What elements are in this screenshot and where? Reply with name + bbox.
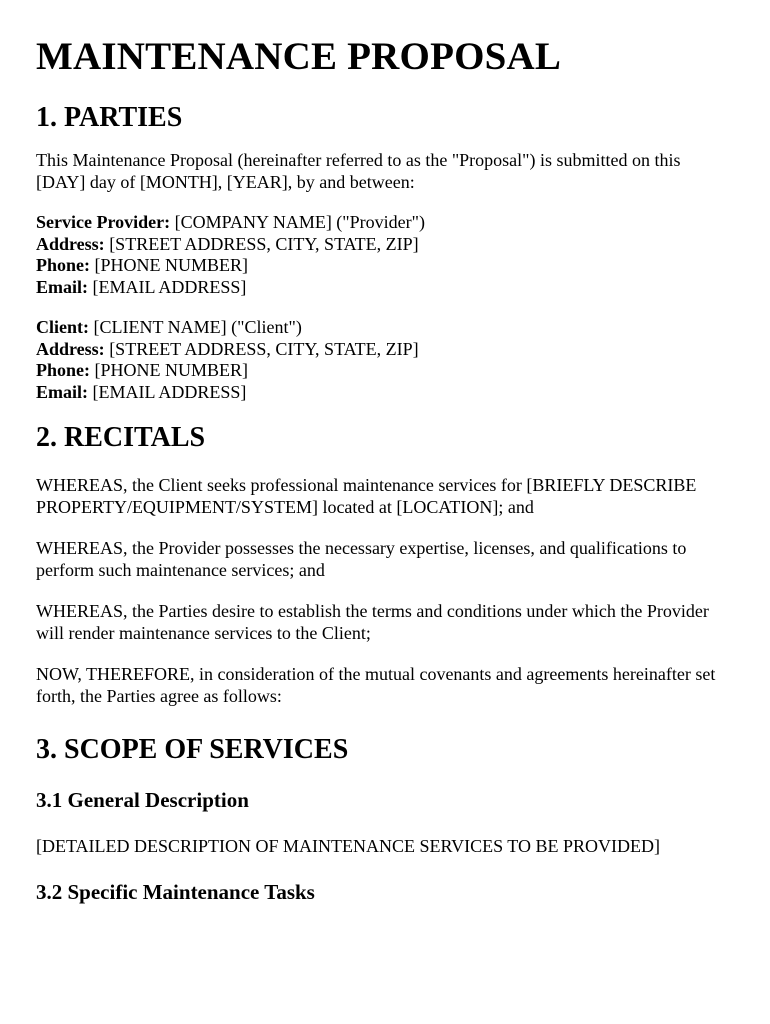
provider-address-value: [STREET ADDRESS, CITY, STATE, ZIP] xyxy=(104,233,419,254)
provider-email-label: Email: xyxy=(36,276,88,297)
client-email-value: [EMAIL ADDRESS] xyxy=(88,381,247,402)
provider-name-label: Service Provider: xyxy=(36,212,171,232)
client-address-line xyxy=(36,339,734,361)
client-address-label: Address: xyxy=(36,338,105,359)
client-email-line xyxy=(36,382,734,404)
provider-phone-line xyxy=(36,255,734,277)
client-name-value: [CLIENT NAME] ("Client") xyxy=(89,317,302,337)
client-phone-value: [PHONE NUMBER] xyxy=(90,360,249,380)
general-description-paragraph: [DETAILED DESCRIPTION OF MAINTENANCE SERVICES TO BE PROVIDED] xyxy=(36,836,660,856)
recital-paragraph: NOW, THEREFORE, in consideration of the mutual covenants and agreements hereinafter set forth, the Parties agree as follows: xyxy=(36,664,716,706)
provider-email-line xyxy=(36,277,734,299)
subsection-heading-general-description: 3.1 General Description xyxy=(36,788,249,812)
provider-phone-label: Phone: xyxy=(36,255,90,275)
client-address-value: [STREET ADDRESS, CITY, STATE, ZIP] xyxy=(104,338,419,359)
provider-email-value: [EMAIL ADDRESS] xyxy=(88,276,247,297)
provider-address-label: Address: xyxy=(36,233,105,254)
provider-phone-value: [PHONE NUMBER] xyxy=(90,255,249,275)
provider-details xyxy=(36,212,734,298)
parties-intro-paragraph: This Maintenance Proposal (hereinafter referred to as the "Proposal") is submitted on this [DAY] day of [MONTH], [YEAR], by and between: xyxy=(36,150,681,192)
recital-paragraph: WHEREAS, the Parties desire to establish the terms and conditions under which the Provider will render maintenance services to the Client; xyxy=(36,601,709,643)
provider-name-line xyxy=(36,212,734,234)
client-name-label: Client: xyxy=(36,317,89,337)
section-heading-recitals: 2. RECITALS xyxy=(36,422,206,453)
provider-name-value: [COMPANY NAME] ("Provider") xyxy=(170,212,425,232)
client-name-line xyxy=(36,317,734,339)
recital-paragraph: WHEREAS, the Provider possesses the necessary expertise, licenses, and qualifications to perform such maintenance services; and xyxy=(36,538,687,580)
client-phone-label: Phone: xyxy=(36,360,90,380)
document-title: MAINTENANCE PROPOSAL xyxy=(36,35,562,78)
client-phone-line xyxy=(36,360,734,382)
recital-paragraph: WHEREAS, the Client seeks professional maintenance services for [BRIEFLY DESCRIBE PROPERTY/EQUIPMENT/SYSTEM] located at [LOCATION]; and xyxy=(36,475,697,517)
provider-address-line xyxy=(36,234,734,256)
subsection-heading-specific-tasks: 3.2 Specific Maintenance Tasks xyxy=(36,880,315,904)
client-details xyxy=(36,317,734,403)
section-heading-scope: 3. SCOPE OF SERVICES xyxy=(36,734,349,765)
section-heading-parties: 1. PARTIES xyxy=(36,102,183,133)
client-email-label: Email: xyxy=(36,381,88,402)
